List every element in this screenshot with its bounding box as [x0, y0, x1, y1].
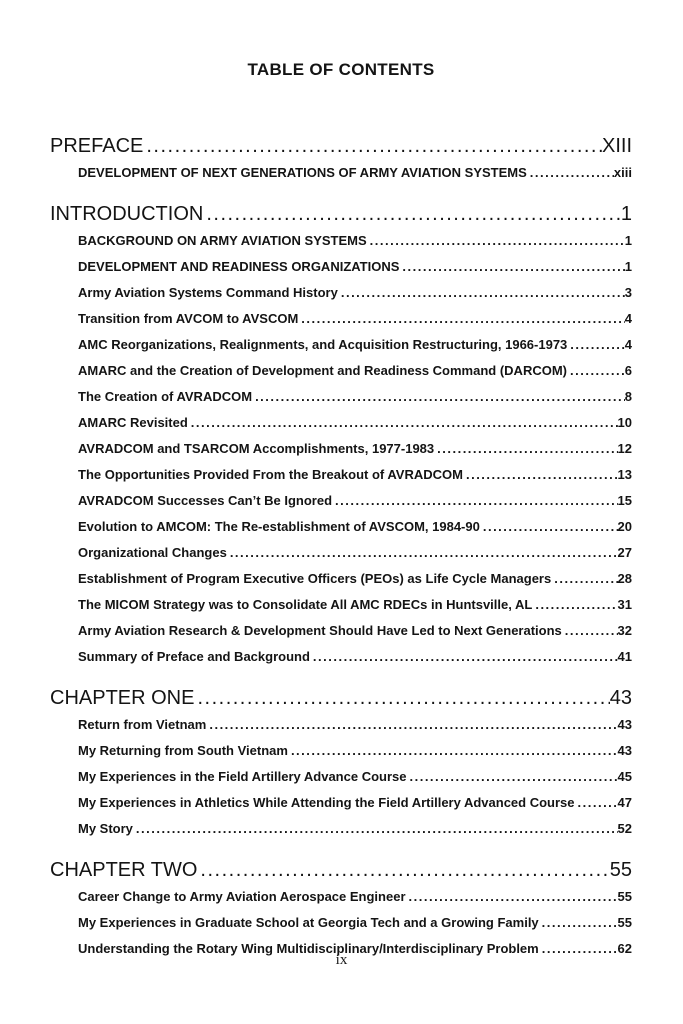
dot-leader — [143, 132, 602, 160]
dot-leader — [562, 618, 618, 644]
toc-entry-label: AMARC and the Creation of Development and Readiness Command (DARCOM) — [78, 363, 567, 378]
toc-entry — [78, 764, 632, 790]
dot-leader — [463, 462, 618, 488]
page-title: TABLE OF CONTENTS — [247, 60, 435, 79]
toc-entry — [78, 332, 632, 358]
dot-leader — [252, 384, 625, 410]
toc-section-heading-page: 55 — [609, 859, 632, 881]
dot-leader — [567, 332, 624, 358]
dot-leader — [406, 764, 617, 790]
toc-entry-page: 28 — [617, 571, 632, 586]
toc-entry — [78, 436, 632, 462]
toc-entry-page: 43 — [617, 743, 632, 758]
toc-entry-label: My Experiences in the Field Artillery Advance Course — [78, 769, 407, 784]
toc-entry-page: 20 — [617, 519, 632, 534]
dot-leader — [575, 790, 618, 816]
toc-entry — [78, 254, 632, 280]
toc-entry-label: AMC Reorganizations, Realignments, and Acquisition Restructuring, 1966-1973 — [78, 337, 568, 352]
toc-entry-label: The Creation of AVRADCOM — [78, 389, 253, 404]
toc-entry-label: Return from Vietnam — [78, 717, 207, 732]
dot-leader — [367, 228, 625, 254]
toc-entry-page: xiii — [613, 165, 632, 180]
toc-entry — [78, 618, 632, 644]
toc-entry-label: BACKGROUND ON ARMY AVIATION SYSTEMS — [78, 233, 367, 248]
toc-entry-label: Career Change to Army Aviation Aerospace Engineer — [78, 889, 406, 904]
dot-leader — [399, 254, 624, 280]
dot-leader — [310, 644, 618, 670]
toc-entry — [78, 514, 632, 540]
toc-section-heading — [50, 200, 632, 228]
page-number: ix — [335, 952, 348, 968]
toc-entry-page: 8 — [624, 389, 632, 404]
dot-leader — [188, 410, 618, 436]
toc-entry — [78, 280, 632, 306]
toc-entry-page: 6 — [624, 363, 632, 378]
dot-leader — [406, 884, 618, 910]
toc-entry-page: 55 — [617, 915, 632, 930]
toc-entry — [78, 462, 632, 488]
toc — [50, 132, 632, 962]
toc-entry — [78, 160, 632, 186]
toc-section-heading — [50, 132, 632, 160]
toc-entry-page: 45 — [617, 769, 632, 784]
toc-entry-page: 47 — [617, 795, 632, 810]
toc-entry-page: 55 — [617, 889, 632, 904]
dot-leader — [197, 856, 609, 884]
toc-entry — [78, 644, 632, 670]
dot-leader — [288, 738, 618, 764]
toc-entry — [78, 488, 632, 514]
toc-entry-label: Army Aviation Systems Command History — [78, 285, 338, 300]
toc-section-heading-page: 1 — [620, 203, 632, 225]
toc-entry-label: DEVELOPMENT AND READINESS ORGANIZATIONS — [78, 259, 400, 274]
dot-leader — [527, 160, 614, 186]
toc-entry — [78, 540, 632, 566]
toc-entry-label: Army Aviation Research & Development Should Have Led to Next Generations — [78, 623, 562, 638]
dot-leader — [332, 488, 617, 514]
toc-entry-page: 1 — [624, 259, 632, 274]
toc-section-heading — [50, 684, 632, 712]
toc-entry — [78, 884, 632, 910]
toc-entry — [78, 712, 632, 738]
toc-entry — [78, 358, 632, 384]
dot-leader — [539, 910, 618, 936]
toc-entry-label: AVRADCOM and TSARCOM Accomplishments, 1977-1983 — [78, 441, 435, 456]
dot-leader — [133, 816, 618, 842]
dot-leader — [227, 540, 618, 566]
toc-entry — [78, 566, 632, 592]
toc-entry-page: 3 — [624, 285, 632, 300]
toc-entry-label: DEVELOPMENT OF NEXT GENERATIONS OF ARMY AVIATION SYSTEMS — [78, 165, 527, 180]
toc-entry-page: 1 — [624, 233, 632, 248]
toc-section — [50, 684, 632, 842]
dot-leader — [338, 280, 625, 306]
toc-section-heading-label: CHAPTER TWO — [50, 859, 198, 881]
toc-entry-label: Establishment of Program Executive Officers (PEOs) as Life Cycle Managers — [78, 571, 552, 586]
dot-leader — [298, 306, 624, 332]
toc-entry-label: My Experiences in Athletics While Attending the Field Artillery Advanced Course — [78, 795, 575, 810]
dot-leader — [434, 436, 617, 462]
toc-entry-page: 52 — [617, 821, 632, 836]
toc-entry-page: 12 — [617, 441, 632, 456]
toc-section-heading-page: XIII — [601, 135, 632, 157]
dot-leader — [194, 684, 609, 712]
toc-entry — [78, 228, 632, 254]
toc-entry — [78, 410, 632, 436]
toc-entry-label: The Opportunities Provided From the Breakout of AVRADCOM — [78, 467, 463, 482]
toc-entry — [78, 306, 632, 332]
toc-entry-label: Organizational Changes — [78, 545, 227, 560]
toc-entry-label: My Returning from South Vietnam — [78, 743, 288, 758]
toc-entry-page: 43 — [617, 717, 632, 732]
toc-entry-label: Evolution to AMCOM: The Re-establishment of AVSCOM, 1984-90 — [78, 519, 480, 534]
toc-entry-page: 10 — [617, 415, 632, 430]
toc-entry — [78, 384, 632, 410]
toc-entry-label: The MICOM Strategy was to Consolidate All AMC RDECs in Huntsville, AL — [78, 597, 533, 612]
toc-section-heading-label: PREFACE — [50, 135, 144, 157]
toc-entry-page: 13 — [617, 467, 632, 482]
toc-entry — [78, 816, 632, 842]
toc-section-heading — [50, 856, 632, 884]
toc-section — [50, 200, 632, 670]
toc-entry — [78, 790, 632, 816]
toc-entry — [78, 910, 632, 936]
toc-entry-label: Understanding the Rotary Wing Multidisciplinary/Interdisciplinary Problem — [78, 941, 539, 956]
toc-section-heading-page: 43 — [609, 687, 632, 709]
toc-section — [50, 132, 632, 186]
toc-entry-label: Transition from AVCOM to AVSCOM — [78, 311, 299, 326]
toc-entry-page: 27 — [617, 545, 632, 560]
toc-entry-label: My Story — [78, 821, 133, 836]
toc-entry-page: 31 — [617, 597, 632, 612]
toc-entry — [78, 592, 632, 618]
dot-leader — [206, 712, 617, 738]
toc-entry-page: 4 — [624, 337, 632, 352]
dot-leader — [551, 566, 617, 592]
toc-entry — [78, 738, 632, 764]
dot-leader — [532, 592, 617, 618]
dot-leader — [567, 358, 625, 384]
toc-entry-label: My Experiences in Graduate School at Georgia Tech and a Growing Family — [78, 915, 539, 930]
toc-entry-page: 4 — [624, 311, 632, 326]
toc-entry-page: 62 — [617, 941, 632, 956]
toc-entry-page: 41 — [617, 649, 632, 664]
dot-leader — [203, 200, 621, 228]
toc-entry-page: 32 — [617, 623, 632, 638]
toc-entry-page: 15 — [617, 493, 632, 508]
toc-entry-label: AVRADCOM Successes Can’t Be Ignored — [78, 493, 333, 508]
toc-section-heading-label: INTRODUCTION — [50, 203, 204, 225]
toc-entry-label: Summary of Preface and Background — [78, 649, 310, 664]
toc-section-heading-label: CHAPTER ONE — [50, 687, 195, 709]
dot-leader — [480, 514, 618, 540]
toc-section — [50, 856, 632, 962]
toc-entry-label: AMARC Revisited — [78, 415, 188, 430]
